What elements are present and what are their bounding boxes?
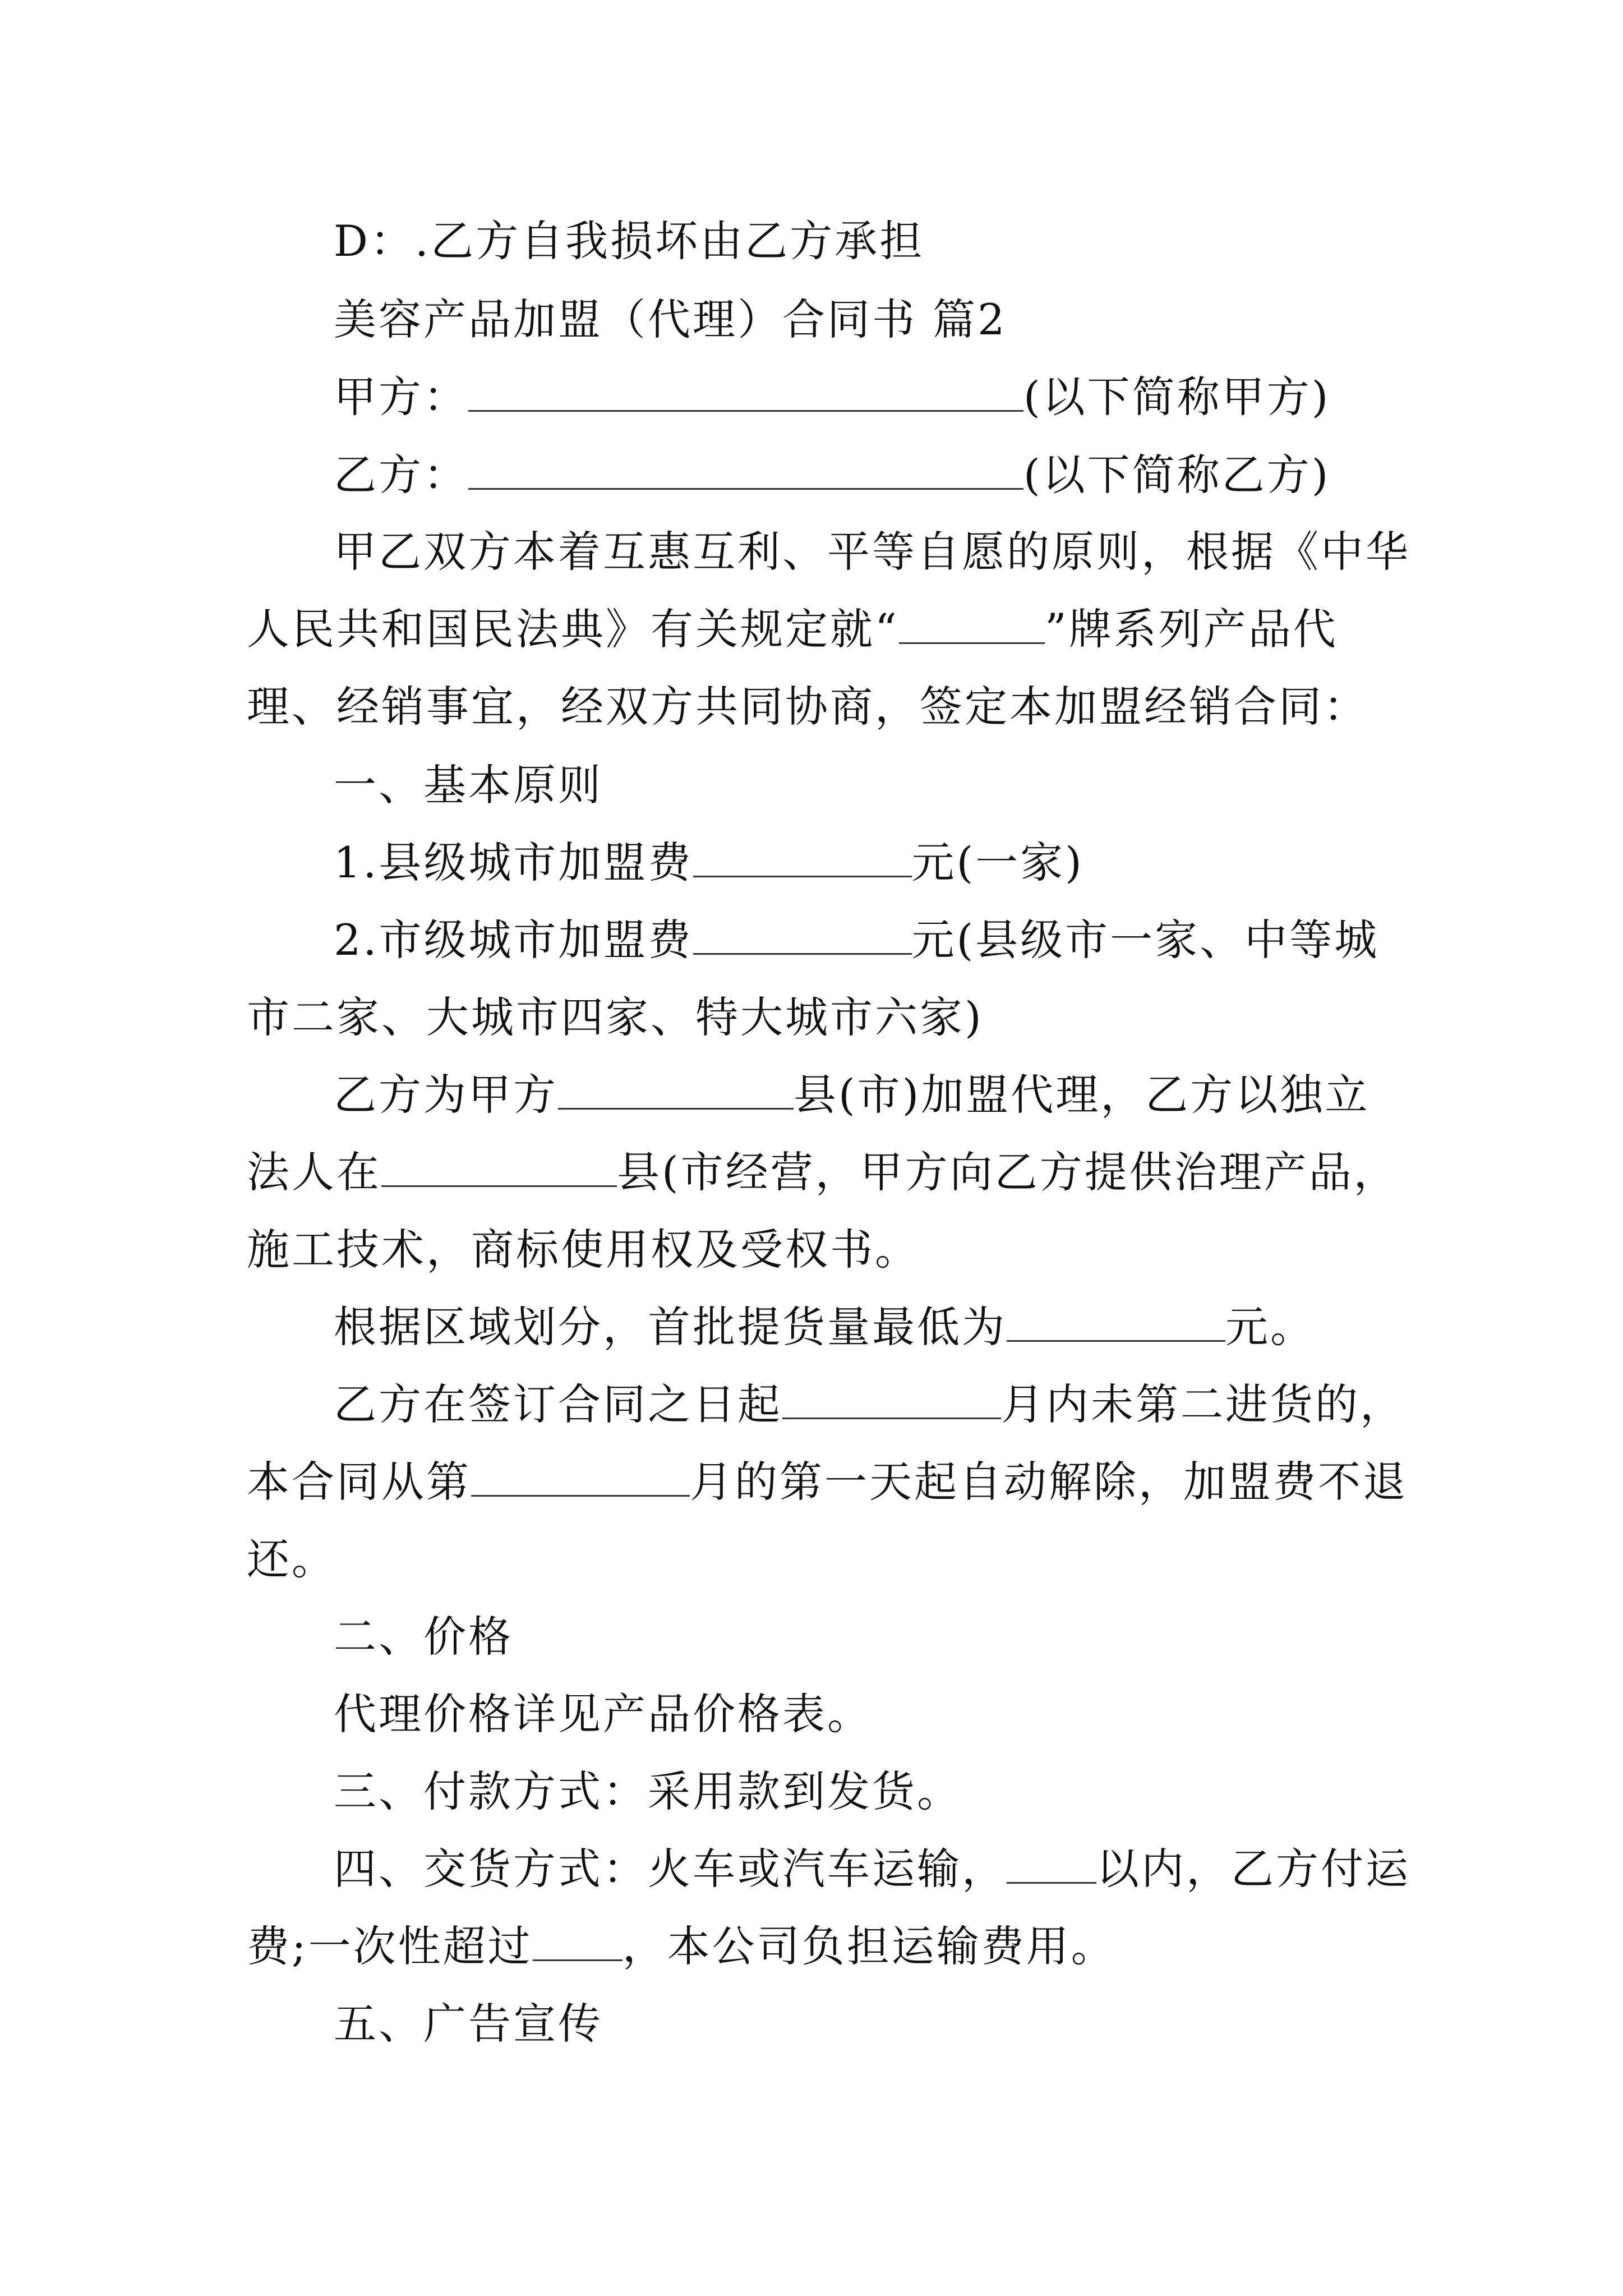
- preamble-line-2: [0, 601, 1623, 657]
- contract-title: [0, 292, 1623, 348]
- line-clause-d: [0, 213, 1623, 269]
- party-a-blank: [468, 371, 1023, 412]
- line-text: 县(市)加盟代理，乙方以独立: [794, 1070, 1370, 1120]
- price-line: [0, 1686, 1623, 1742]
- line-text: (以下简称甲方): [1023, 372, 1331, 422]
- threshold-blank: [533, 1920, 623, 1961]
- party-b-blank: [468, 449, 1023, 490]
- delivery-line-1: [0, 1841, 1623, 1897]
- line-text: 元。: [1225, 1302, 1315, 1352]
- reorder-line-2: [0, 1454, 1623, 1510]
- county-blank-2: [381, 1146, 617, 1187]
- line-text: 乙方在签订合同之日起: [334, 1379, 782, 1429]
- line-text: 元(一家): [911, 838, 1084, 887]
- line-text: 二、价格: [334, 1612, 513, 1662]
- line-text: 美容产品加盟（代理）合同书 篇2: [334, 295, 1007, 344]
- line-text: ”牌系列产品代: [1044, 604, 1338, 654]
- line-text: 县(市经营，甲方向乙方提供治理产品，: [617, 1147, 1399, 1197]
- brand-blank: [899, 603, 1045, 644]
- line-text: 月内未第二进货的，: [1001, 1379, 1405, 1429]
- county-fee-line: [0, 835, 1623, 891]
- line-text: 元(县级市一家、中等城: [911, 915, 1380, 965]
- section-heading-2: [0, 1609, 1623, 1665]
- min-order-blank: [1007, 1301, 1225, 1342]
- line-text: 乙方：: [334, 450, 468, 500]
- months-blank: [782, 1378, 1001, 1419]
- preamble-line-3: [0, 679, 1623, 735]
- line-text: 代理价格详见产品价格表。: [334, 1689, 872, 1739]
- line-text: 三、付款方式：采用款到发货。: [334, 1766, 962, 1816]
- line-text: 费;一次性超过: [247, 1921, 533, 1971]
- county-blank: [558, 1069, 794, 1110]
- line-text: 甲乙双方本着互惠互利、平等自愿的原则，根据《中华: [334, 527, 1410, 577]
- line-text: 乙方为甲方: [334, 1070, 558, 1120]
- line-text: D：.乙方自我损坏由乙方承担: [334, 216, 925, 266]
- section-heading-5: [0, 1996, 1623, 2052]
- line-text: 本合同从第: [247, 1457, 471, 1507]
- line-text: 甲方：: [334, 372, 468, 422]
- agency-line-2: [0, 1144, 1623, 1200]
- line-text: 人民共和国民法典》有关规定就“: [247, 604, 899, 654]
- city-fee-line-2: [0, 990, 1623, 1046]
- agency-line-3: [0, 1222, 1623, 1278]
- min-order-line: [0, 1299, 1623, 1355]
- line-text: 五、广告宣传: [334, 1999, 603, 2049]
- party-b-line: [0, 447, 1623, 503]
- reorder-line-3: [0, 1531, 1623, 1588]
- line-text: 施工技术，商标使用权及受权书。: [247, 1225, 920, 1274]
- county-fee-blank: [693, 836, 912, 877]
- line-text: (以下简称乙方): [1023, 450, 1331, 500]
- line-text: 还。: [247, 1534, 336, 1584]
- distance-blank: [1007, 1843, 1096, 1884]
- line-text: 四、交货方式：火车或汽车运输，: [334, 1844, 1007, 1894]
- line-text: 法人在: [247, 1147, 381, 1197]
- section-heading-3: [0, 1764, 1623, 1820]
- line-text: 根据区域划分，首批提货量最低为: [334, 1302, 1007, 1352]
- line-text: 市二家、大城市四家、特大城市六家): [247, 992, 984, 1042]
- line-text: 月的第一天起自动解除，加盟费不退: [690, 1457, 1408, 1507]
- city-fee-blank: [693, 914, 912, 955]
- reorder-line-1: [0, 1377, 1623, 1433]
- delivery-line-2: [0, 1918, 1623, 1975]
- line-text: 理、经销事宜，经双方共同协商，签定本加盟经销合同：: [247, 682, 1368, 731]
- line-text: 2.市级城市加盟费: [334, 915, 693, 965]
- city-fee-line: [0, 912, 1623, 968]
- line-text: 一、基本原则: [334, 760, 603, 810]
- line-text: 以内，乙方付运: [1096, 1844, 1410, 1894]
- line-text: 1.县级城市加盟费: [334, 838, 693, 887]
- party-a-line: [0, 369, 1623, 425]
- month-number-blank: [471, 1456, 690, 1497]
- section-heading-1: [0, 757, 1623, 813]
- line-text: ，本公司负担运输费用。: [622, 1921, 1116, 1971]
- preamble-line-1: [0, 524, 1623, 580]
- agency-line-1: [0, 1067, 1623, 1123]
